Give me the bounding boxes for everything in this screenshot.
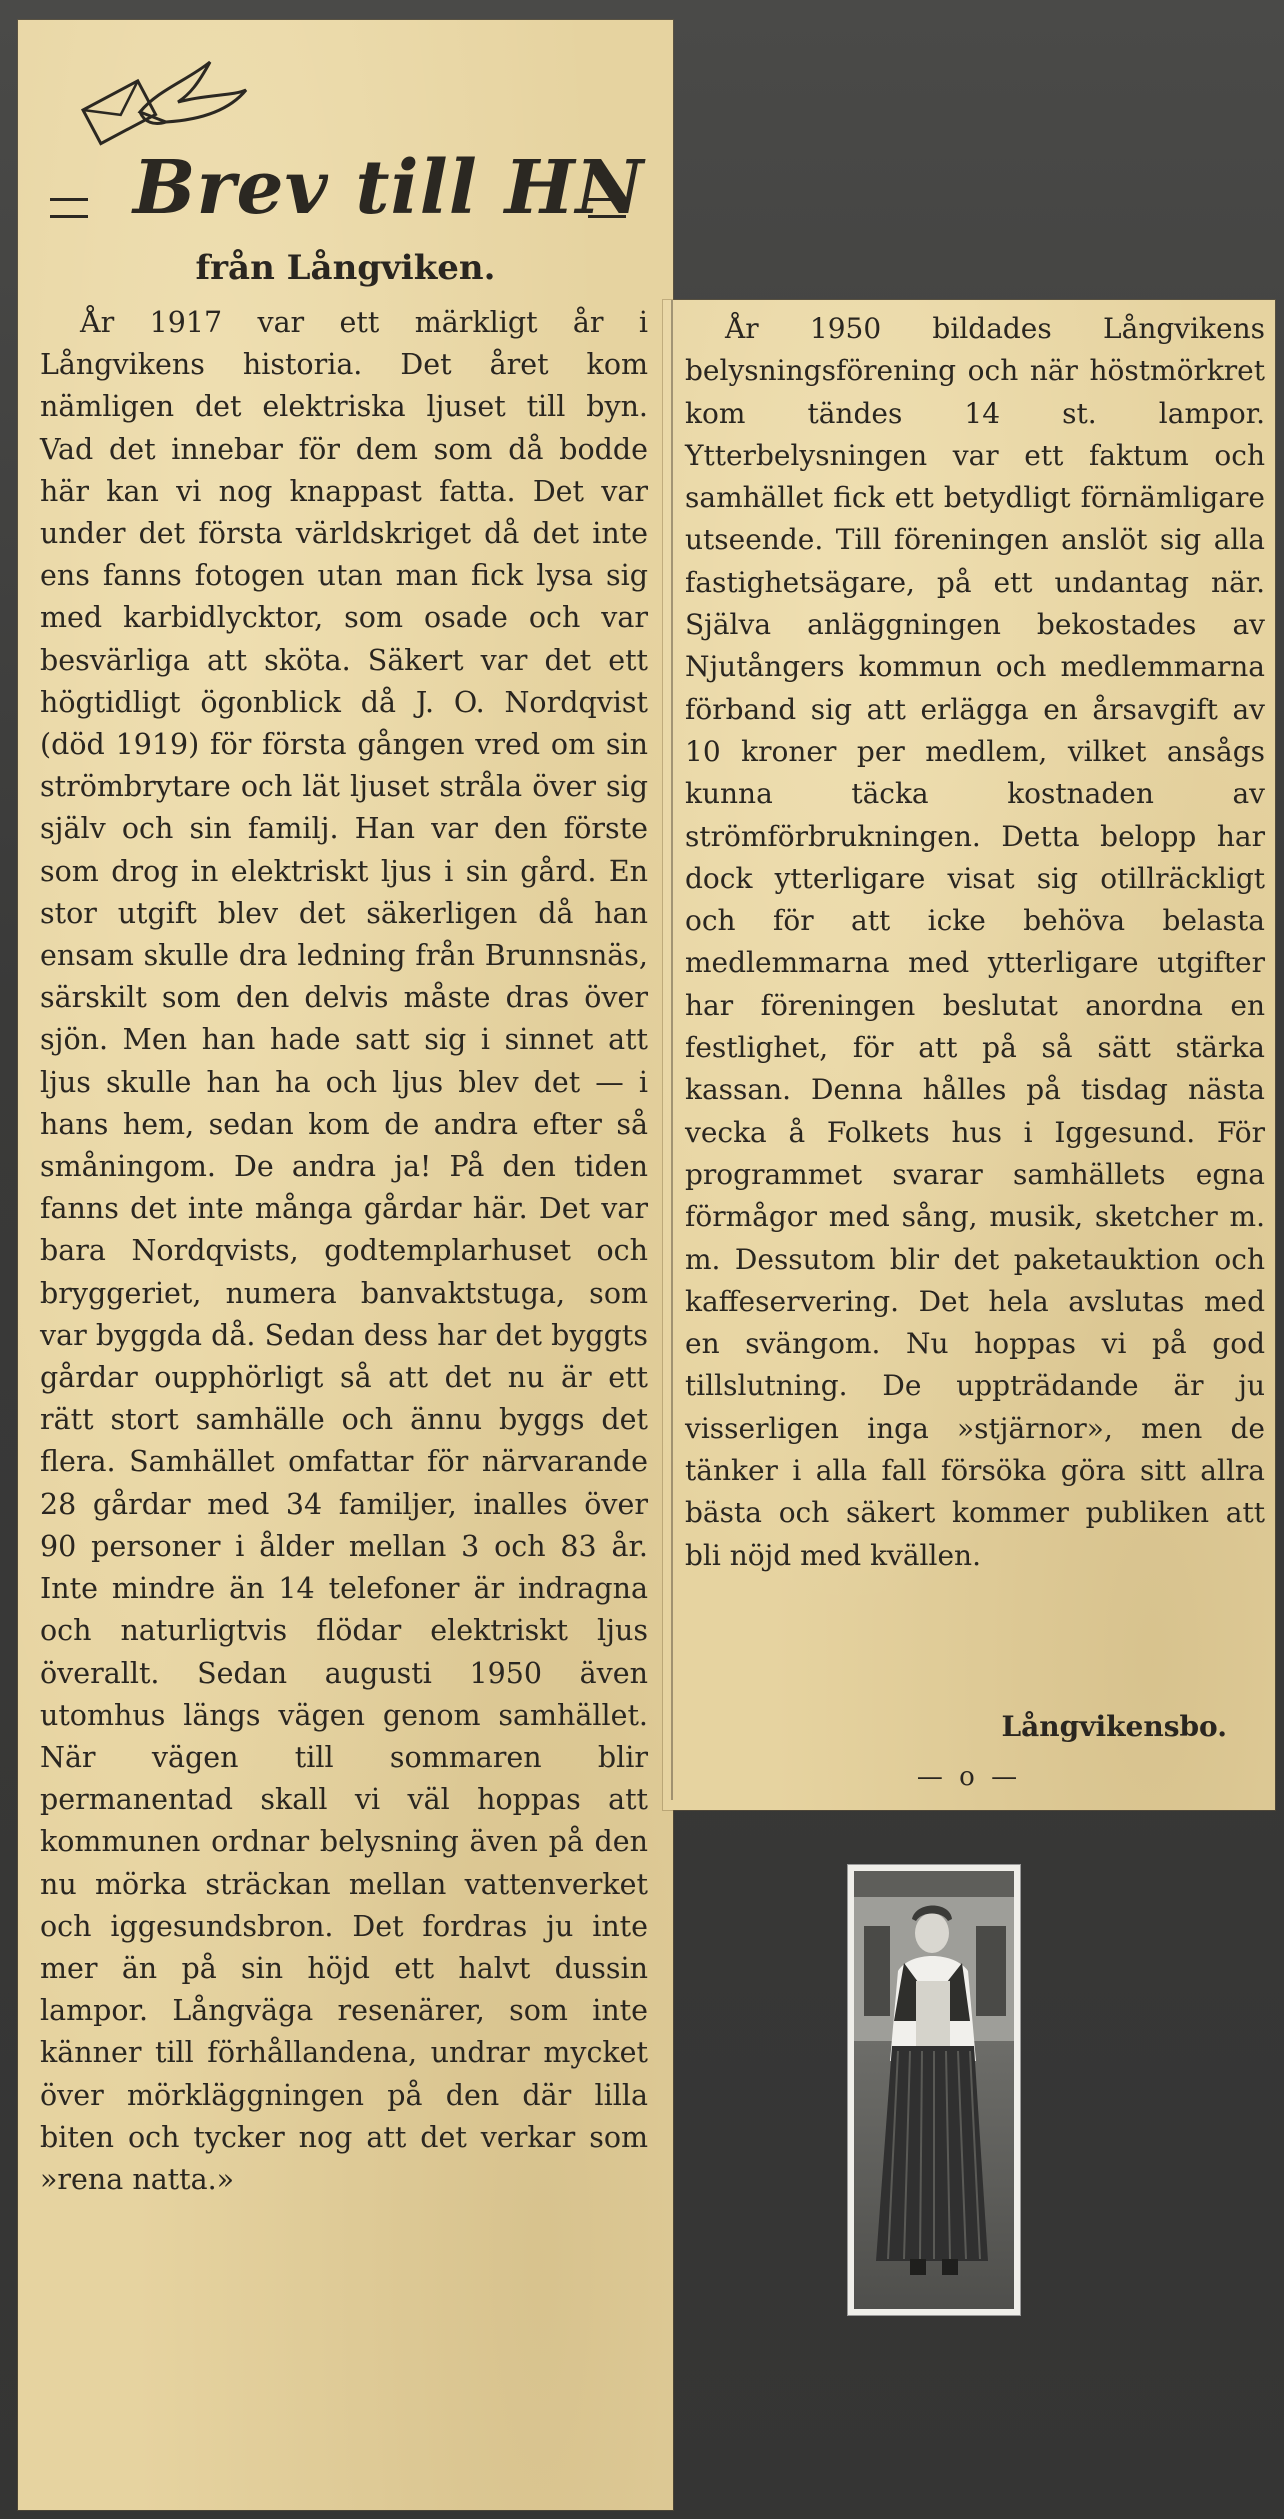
article-end-mark: — o — xyxy=(916,1762,1022,1792)
masthead-dash-left xyxy=(50,198,88,218)
masthead-title: Brev till HN xyxy=(133,145,645,231)
article-body-right: År 1950 bildades Långvikens belysningsförening och när höstmörkret kom tändes 14 st. lampor. Ytterbelysningen var ett faktum och samhället fick ett betydligt förnämligare utseende. Till föreningen anslöt sig alla fastighetsägare, på ett undantag när. Själva anläggningen bekostades av Njutångers kommun och medlemmarna förband sig att erlägga en årsavgift av 10 kroner per medlem, vilket ansågs kunna täcka kostnaden av strömförbrukningen. Detta belopp har dock ytterligare visat sig otillräckligt och för att icke behöva belasta medlemmarna med ytterligare utgifter har föreningen beslutat anordna en festlighet, för att på så sätt stärka kassan. Denna hålles på tisdag nästa vecka å Folkets hus i Iggesund. För programmet svarar samhällets egna förmågor med sång, musik, sketcher m. m. Dessutom blir det paketauktion och kaffeservering. Det hela avslutas med en svängom. Nu hoppas vi på god tillslutning. De uppträdande är ju visserligen inga »stjärnor», men de tänker i alla fall försöka göra sitt allra bästa och säkert kommer publiken att bli nöjd med kvällen. xyxy=(685,312,1265,1572)
article-signature: Långvikensbo. xyxy=(1001,1710,1227,1743)
column-rule xyxy=(671,300,673,1800)
article-body-left: År 1917 var ett märkligt år i Långvikens historia. Det året kom nämligen det elektriska ljuset till byn. Vad det innebar för dem som då bodde här kan vi nog knappast fatta. Det var under det första världskriget då det inte ens fanns fotogen utan man fick lysa sig med karbidlycktor, som osade och var besvärliga att sköta. Säkert var det ett högtidligt ögonblick då J. O. Nordqvist (död 1919) för första gången vred om sin strömbrytare och lät ljuset stråla över sig själv och sin familj. Han var den förste som drog in elektriskt ljus i sin gård. En stor utgift blev det säkerligen då han ensam skulle dra ledning från Brunnsnäs, särskilt som den delvis måste dras över sjön. Men han hade satt sig i sinnet att ljus skulle han ha och ljus blev det — i hans hem, sedan kom de andra efter så småningom. De andra ja! På den tiden fanns det inte många gårdar här. Det var bara Nordqvists, godtemplarhuset och bryggeriet, numera banvaktstuga, som var byggda då. Sedan dess har det byggts gårdar oupphörligt så att det nu är ett rätt stort samhälle och ännu byggs det flera. Samhället omfattar för närvarande 28 gårdar med 34 familjer, inalles över 90 personer i ålder mellan 3 och 83 år. Inte mindre än 14 telefoner är indragna och naturligtvis flödar elektriskt ljus överallt. Sedan augusti 1950 även utomhus längs vägen genom samhället. När vägen till sommaren blir permanentad skall vi väl hoppas att kommunen ordnar belysning även på den nu mörka sträckan mellan vattenverket och iggesundsbron. Det fordras ju inte mer än på sin höjd ett halvt dussin lampor. Långväga resenärer, som inte känner till förhållandena, undrar mycket över mörkläggningen på den där lilla biten och tycker nog att det verkar som »rena natta.» xyxy=(40,306,648,2196)
article-subhead: från Långviken. xyxy=(195,248,496,288)
woman-in-folk-dress-photo-image xyxy=(854,1871,1014,2309)
masthead xyxy=(48,50,648,250)
newspaper-clipping-left xyxy=(18,20,673,2510)
masthead-dash-right xyxy=(588,198,626,218)
photograph-woman-folk-costume xyxy=(848,1865,1020,2315)
newspaper-clipping-right xyxy=(663,300,1275,1810)
